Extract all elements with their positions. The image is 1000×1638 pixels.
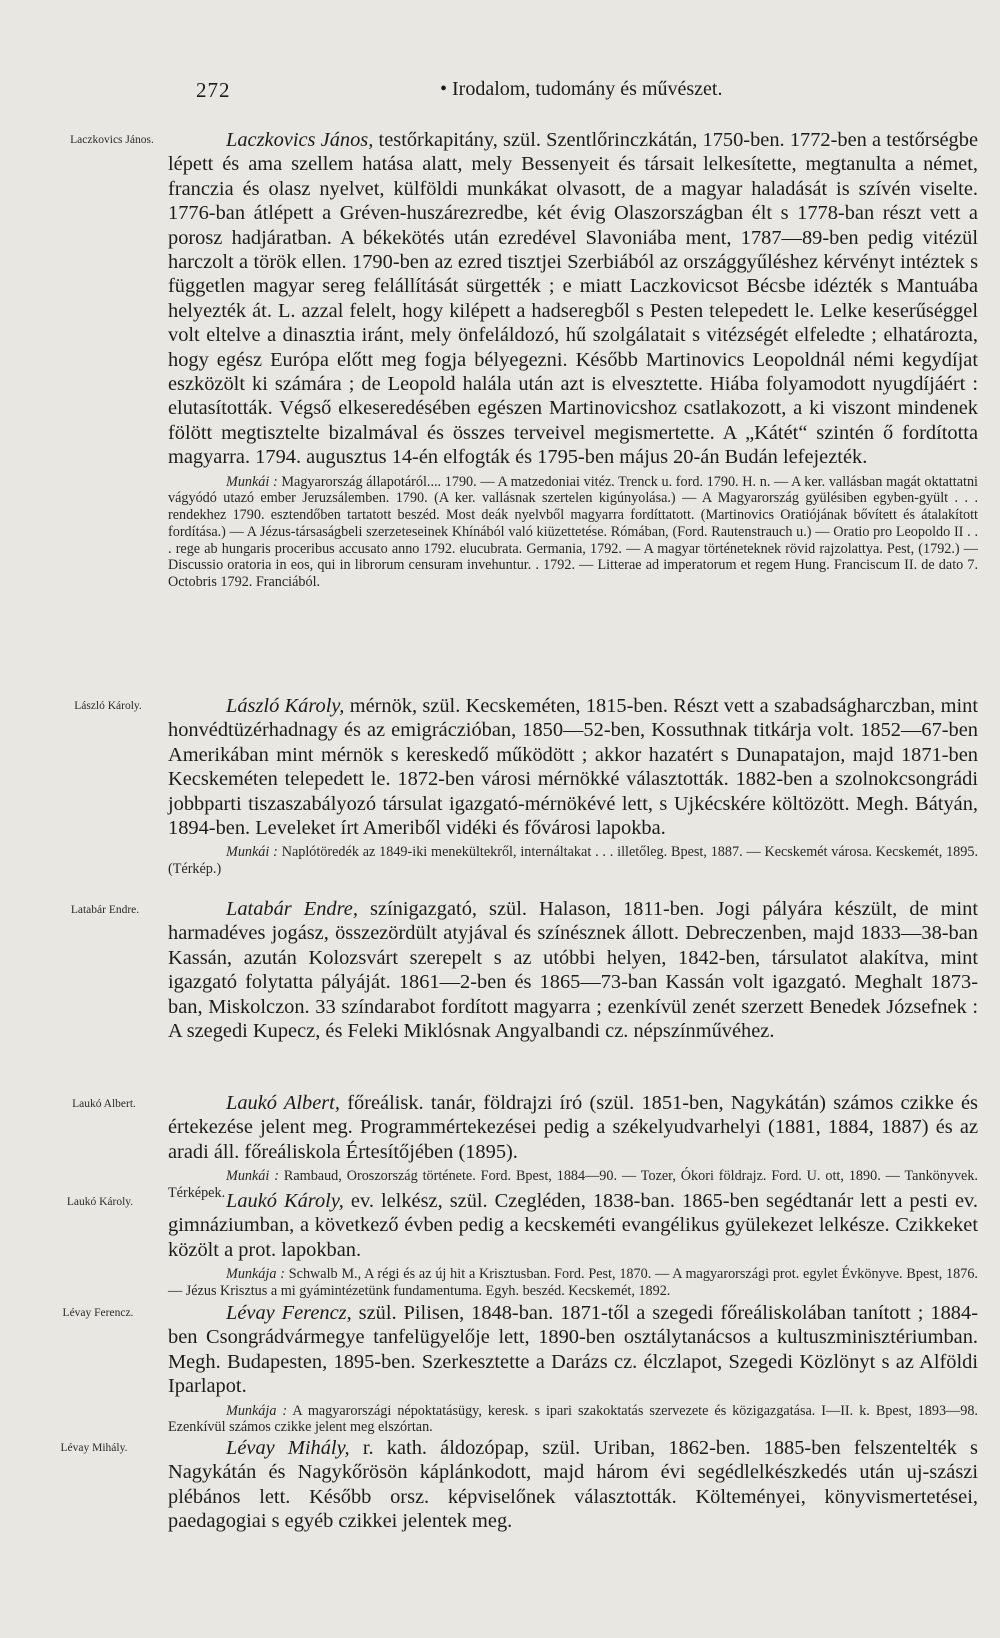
works-label: Munkái :	[226, 844, 278, 861]
entry-name: Lévay Mihály,	[226, 1437, 350, 1459]
margin-note: László Károly.	[74, 700, 142, 712]
entry-lauko-albert	[168, 1091, 978, 1202]
works-label: Munkái :	[226, 473, 278, 490]
works-text: A magyarországi népoktatásügy, keresk. s ipari szakoktatás szervezete és közigazgatása. I—II. k. Bpest, 1893—98. Ezenkívül számos czikke jelent meg elszórtan.	[168, 1402, 978, 1436]
works-label: Munkája :	[226, 1402, 288, 1419]
works-label: Munkái :	[226, 1168, 279, 1185]
entry-text: szül. Pilisen, 1848-ban. 1871-től a szegedi főreáliskolában tanított ; 1884-ben Csongrádvármegye tanfelügyelője lett, 1890-ben osztálytanácsos a kultuszminisztériumban. Megh. Budapesten, 1895-ben. Szerkesztette a Darázs cz. élczlapot, Szegedi Közlönyt s az Alföldi Iparlapot.	[168, 1302, 978, 1398]
entry-name: Lévay Ferencz,	[226, 1302, 352, 1324]
entry-laczkovics	[168, 128, 978, 591]
entry-name: Laczkovics János,	[226, 129, 374, 151]
margin-note: Lévay Ferencz.	[62, 1307, 134, 1319]
works-label: Munkája :	[226, 1266, 285, 1283]
works-text: Naplótöredék az 1849-iki menekültekről, internáltakat . . . illetőleg. Bpest, 1887. — Kecskemét városa. Kecskemét, 1895. (Térkép.)	[168, 844, 978, 878]
entry-latabar	[168, 897, 978, 1043]
entry-text: mérnök, szül. Kecskeméten, 1815-ben. Részt vett a szabadságharczban, mint honvédtüzérhadnagy és az emigráczióban, 1850—52-ben, Kossuthnak titkárja volt. 1852—67-ben Amerikában mint mérnök s kereskedő működött ; akkor hazatért s Dunapatajon, majd 1871-ben Kecskeméten telepedett le. 1872-ben városi mérnökké választották. 1882-ben a szolnokcsongrádi jobbparti tiszaszabályozó társulat igazgató-mérnökévé lett, s Ujkécskére költözött. Megh. Bátyán, 1894-ben. Leveleket írt Ameriből vidéki és fővárosi lapokba.	[168, 695, 978, 840]
entry-laszlo	[168, 694, 978, 878]
entry-name: Laukó Károly,	[226, 1190, 344, 1212]
entry-levay-ferencz	[168, 1301, 978, 1436]
entry-name: Laukó Albert,	[226, 1092, 340, 1114]
entry-name: Latabár Endre,	[226, 898, 358, 920]
entry-text: főreálisk. tanár, földrajzi író (szül. 1851-ben, Nagykátán) számos czikke és értekezése jelent meg. Programmértekezései pedig a székelyudvarhelyi (1881, 1884, 1887) és az aradi áll. főreáliskola Értesítőjében (1895).	[168, 1092, 978, 1163]
running-title: • Irodalom, tudomány és művészet.	[440, 78, 723, 100]
entry-text: testőrkapitány, szül. Szentlőrinczkátán, 1750-ben. 1772-ben a testőrségbe lépett és ama szellem hatása alatt, mely Bessenyeit és társait lelkesítette, megtanulta a német, franczia és olasz nyelvet, külföldi munkákat olvasott, de a magyar haladását is szívén viselte. 1776-ban átlépett a Gréven-huszárezredbe, két évig Olaszországban élt s 1778-ban részt vett a porosz hadjáratban. A békekötés után ezredével Slavoniába ment, 1787—89-ben pedig vitézül harczolt a török ellen. 1790-ben az ezred tisztjei Szerbiából az országgyűléshez kérvényt intéztek s független magyar sereg felállítását sürgették ; e miatt Laczkovicsot Bécsbe idézték s Mantuába helyezték át. L. azzal felelt, hogy kilépett a hadseregből s Pesten telepedett le. Lelke keserűséggel volt eltelve a dinasztia iránt, mely önfeláldozó, hű szolgálatait s vitézségét elfeledte ; elhatározta, hogy egész Európa előtt meg fogja bélyegezni. Később Martinovics Leopoldnál némi kegydíjat eszközölt ki számára ; de Leopold halála után azt is elvesztette. Hiába folyamodott nyugdíjáért : elutasították. Végső elkeseredésében egészen Martinovicshoz csatlakozott, a ki viszont mindenek fölött megtisztelte bizalmával és összes terveivel megismertette. A „Kátét“ szintén ő fordította magyarra. 1794. augusztus 14-én elfogták és 1795-ben május 20-án Budán lefejezték.	[168, 129, 978, 469]
entry-levay-mihaly	[168, 1436, 978, 1534]
margin-note: Lévay Mihály.	[60, 1442, 128, 1454]
page-number: 272	[196, 78, 231, 102]
entry-lauko-karoly	[168, 1189, 978, 1300]
entry-text: ev. lelkész, szül. Czegléden, 1838-ban. 1865-ben segédtanár lett a pesti ev. gimnáziumban, a következő évben pedig a kecskeméti evangélikus gyülekezet lelkésze. Czikkeket közölt a prot. lapokban.	[168, 1190, 978, 1261]
entry-text: színigazgató, szül. Halason, 1811-ben. Jogi pályára készült, de mint harmadéves jogász, összezördült atyjával és színésznek állott. Debreczenben, majd 1833—38-ban Kassán, azután Kolozsvárt szerepelt s az utóbbi helyen, 1842-ben, társulatot alakítva, mint igazgató folytatta pályáját. 1861—2-ben és 1865—73-ban Kassán volt igazgató. Meghalt 1873-ban, Miskolczon. 33 színdarabot fordított magyarra ; ezenkívül zenét szerzett Benedek Józsefnek : A szegedi Kupecz, és Feleki Miklósnak Angyalbandi cz. népszínművéhez.	[168, 898, 978, 1043]
works-text: Magyarország állapotáról.... 1790. — A matzedoniai vitéz. Trenck u. ford. 1790. H. n. — A ker. vallásban magát oktattatni vágyódó utazó ember Jeruzsálemben. 1790. (A ker. vallásnak szertelen kigúnyolása.) — A Magyarország gyülésiben egyben-gyült . . . rendekhez 1790. esztendőben tartatott beszéd. Most deák nyelvből magyarra fordíttatott. (Martinovics Oratiójának bővített és átalakított fordítása.) — A Jézus-társaságbeli szerzeteseinek Khínából való kiüzettetése. Rómában, (Ford. Rautenstrauch u.) — Oratio pro Leopoldo II . . . rege ab hungaris proceribus accusato anno 1792. elucubrata. Germania, 1792. — A magyar történeteknek rövid rajzolattya. Pest, (1792.) — Discussio oratoria in eos, qui in librorum censuram invehuntur. . 1792. — Litterae ad imperatorum et regem Hung. Franciscum II. de dato 7. Octobris 1792. Franciából.	[168, 473, 978, 590]
works-text: Rambaud, Oroszország története. Ford. Bpest, 1884—90. — Tozer, Ókori földrajz. Ford. U. ott, 1890. — Tankönyvek. Térképek.	[168, 1168, 978, 1201]
entry-name: László Károly,	[226, 695, 345, 717]
works-text: Schwalb M., A régi és az új hit a Krisztusban. Ford. Pest, 1870. — A magyarországi prot. egylet Évkönyve. Bpest, 1876. — Jézus Krisztus a mi gyámintézetünk fundamentuma. Egyh. beszéd. Kecskemét, 1892.	[168, 1266, 978, 1299]
margin-note: Laczkovics János.	[70, 134, 154, 146]
entry-text: r. kath. áldozópap, szül. Uriban, 1862-ben. 1885-ben felszentelték s Nagykátán és Nagykőrösön káplánkodott, majd három évi segédlelkészkedés után uj-szászi plébános lett. Később orsz. képviselőnek választották. Költeményei, könyvismertetései, paedagogiai s egyéb czikkei jelentek meg.	[168, 1437, 978, 1533]
margin-note: Laukó Károly.	[66, 1196, 134, 1208]
margin-note: Latabár Endre.	[70, 904, 140, 916]
margin-note: Laukó Albert.	[72, 1098, 136, 1110]
